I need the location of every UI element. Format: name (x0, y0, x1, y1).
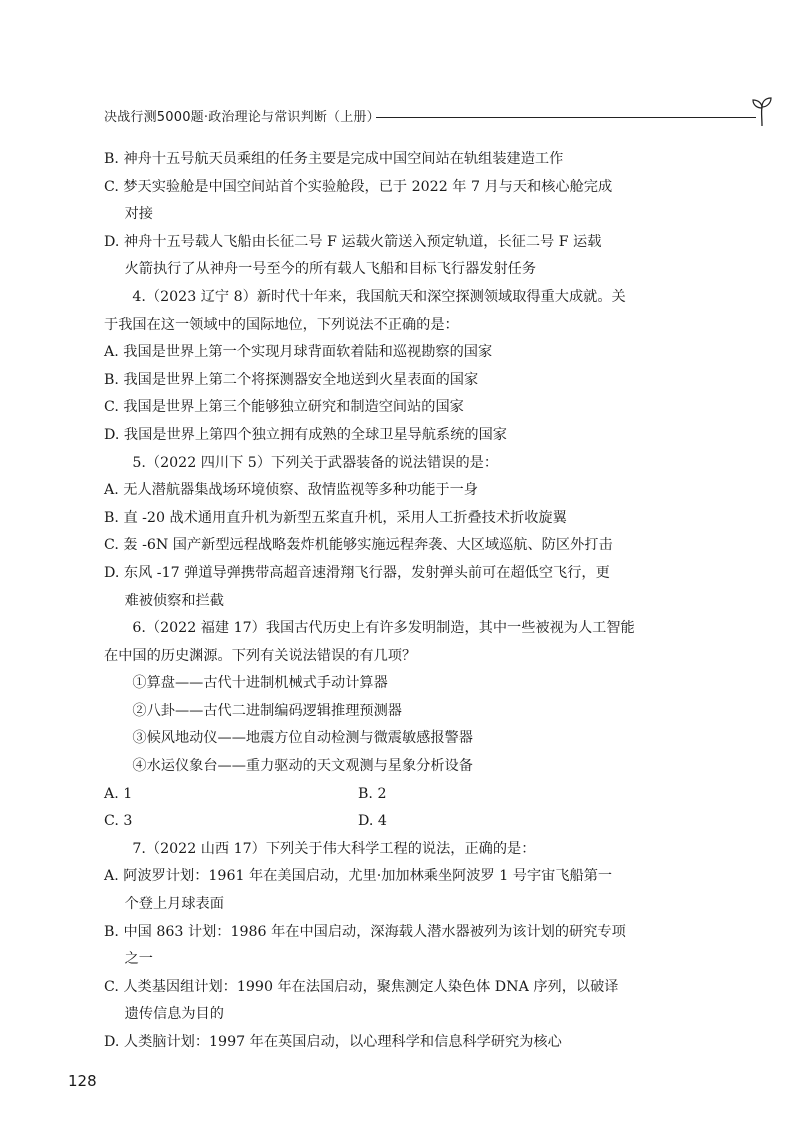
q6-option-d: D. 4 (358, 813, 387, 830)
q6-option-c: C. 3 (104, 813, 133, 830)
q7-option-c-cont: 遗传信息为目的 (124, 1006, 224, 1023)
q6-item-3: ③候风地动仪——地震方位自动检测与微震敏感报警器 (132, 730, 473, 747)
q6-option-b: B. 2 (358, 785, 387, 802)
q3-option-d-cont: 火箭执行了从神舟一号至今的所有载人飞船和目标飞行器发射任务 (124, 261, 537, 278)
header-rule (376, 117, 756, 118)
q5-option-c: C. 轰 -6N 国产新型远程战略轰炸机能够实施远程奔袭、大区域巡航、防区外打击 (104, 537, 613, 554)
q5-option-d-cont: 难被侦察和拦截 (124, 592, 224, 609)
q3-option-d: D. 神舟十五号载人飞船由长征二号 F 运载火箭送入预定轨道，长征二号 F 运载 (104, 233, 602, 250)
q3-option-c: C. 梦天实验舱是中国空间站首个实验舱段，已于 2022 年 7 月与天和核心舱完成 (104, 178, 613, 195)
q3-option-c-cont: 对接 (124, 206, 153, 223)
page-number: 128 (68, 1072, 97, 1090)
q6-stem: 6.（2022 福建 17）我国古代历史上有许多发明制造，其中一些被视为人工智能 (132, 620, 635, 637)
q7-option-b-cont: 之一 (124, 951, 153, 968)
q6-item-4: ④水运仪象台——重力驱动的天文观测与星象分析设备 (132, 758, 473, 775)
q4-option-c: C. 我国是世界上第三个能够独立研究和制造空间站的国家 (104, 399, 464, 416)
q4-option-d: D. 我国是世界上第四个独立拥有成熟的全球卫星导航系统的国家 (104, 426, 507, 443)
header-title: 决战行测5000题·政治理论与常识判断（上册） (104, 110, 380, 125)
q6-options-row-2 (104, 808, 670, 836)
page-body (104, 146, 670, 1057)
q5-stem: 5.（2022 四川下 5）下列关于武器装备的说法错误的是： (132, 454, 499, 471)
q4-stem: 4.（2023 辽宁 8）新时代十年来，我国航天和深空探测领域取得重大成就。关 (132, 288, 626, 305)
q5-option-d: D. 东风 -17 弹道导弹携带高超音速滑翔飞行器，发射弹头前可在超低空飞行，更 (104, 564, 610, 581)
sprout-icon (750, 96, 774, 126)
q7-option-b: B. 中国 863 计划：1986 年在中国启动，深海载人潜水器被列为该计划的研究专项 (104, 923, 626, 940)
q6-item-1: ①算盘——古代十进制机械式手动计算器 (132, 675, 388, 692)
q6-option-a: A. 1 (104, 785, 133, 802)
q4-option-b: B. 我国是世界上第二个将探测器安全地送到火星表面的国家 (104, 371, 479, 388)
running-header (104, 104, 670, 132)
q7-stem: 7.（2022 山西 17）下列关于伟大科学工程的说法，正确的是： (132, 840, 536, 857)
q6-item-2: ②八卦——古代二进制编码逻辑推理预测器 (132, 702, 402, 719)
q6-stem-cont: 在中国的历史渊源。下列有关说法错误的有几项？ (104, 647, 417, 664)
q5-option-b: B. 直 -20 战术通用直升机为新型五桨直升机，采用人工折叠技术折收旋翼 (104, 509, 567, 526)
q6-options-row-1 (104, 781, 670, 809)
q7-option-c: C. 人类基因组计划：1990 年在法国启动，聚焦测定人染色体 DNA 序列，以破译 (104, 978, 619, 995)
q7-option-d: D. 人类脑计划：1997 年在英国启动，以心理科学和信息科学研究为核心 (104, 1034, 562, 1050)
q3-option-b: B. 神舟十五号航天员乘组的任务主要是完成中国空间站在轨组装建造工作 (104, 151, 564, 167)
q5-option-a: A. 无人潜航器集战场环境侦察、敌情监视等多种功能于一身 (104, 482, 478, 499)
q7-option-a: A. 阿波罗计划：1961 年在美国启动，尤里·加加林乘坐阿波罗 1 号宇宙飞船第一 (104, 868, 613, 885)
q4-option-a: A. 我国是世界上第一个实现月球背面软着陆和巡视勘察的国家 (104, 344, 493, 361)
q7-option-a-cont: 个登上月球表面 (124, 896, 224, 913)
q4-stem-cont: 于我国在这一领域中的国际地位，下列说法不正确的是： (104, 316, 459, 333)
